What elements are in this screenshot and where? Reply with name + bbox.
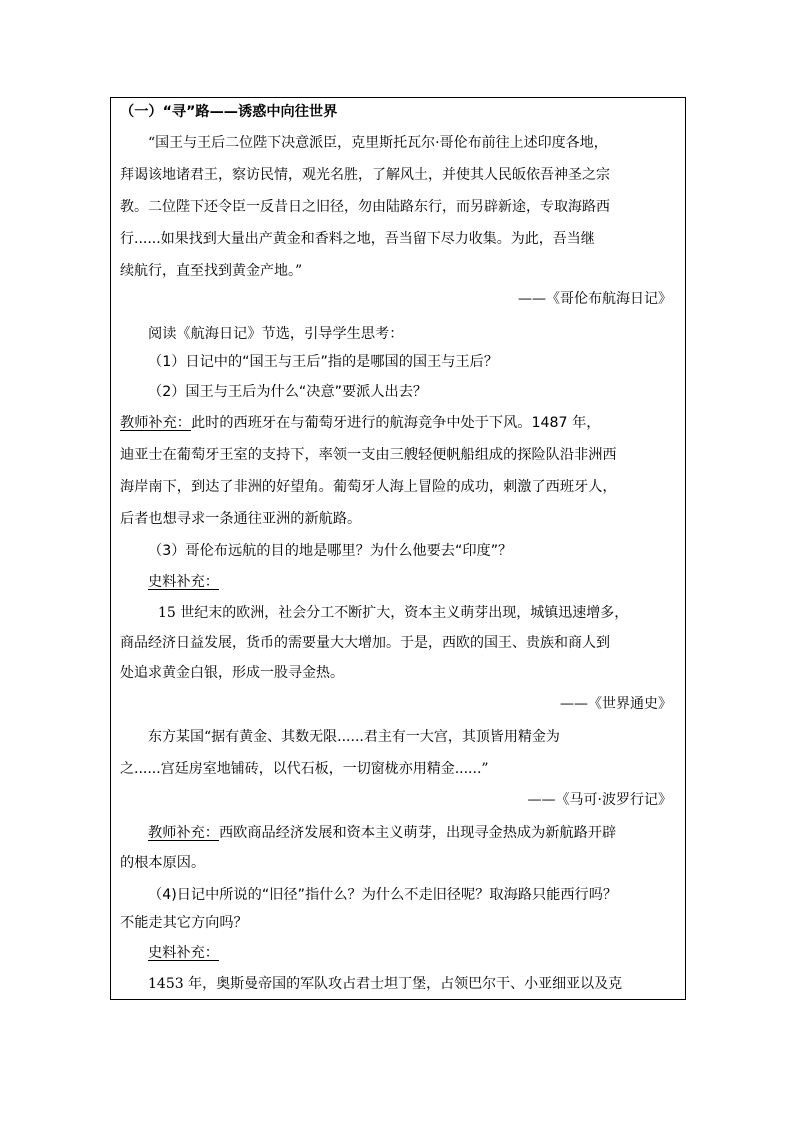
teacher-note-label: 教师补充： [120,415,191,431]
section-heading: （一）“寻”路——诱惑中向往世界 [120,104,338,120]
quote2-line: 15 世纪末的欧洲，社会分工不断扩大，资本主义萌芽出现，城镇迅速增多， [158,605,629,621]
reading-intro: 阅读《航海日记》节选，引导学生思考： [148,326,404,342]
quote1-line: 教。二位陛下还令臣一反昔日之旧径，勿由陆路东行，而另辟新途，专取海路西 [120,199,610,215]
material-label: 史料补充： [148,574,219,590]
teacher-note-text: 此时的西班牙在与葡萄牙进行的航海竞争中处于下风。1487 年， [190,415,601,431]
teacher-note-line: 的根本原因。 [120,855,206,871]
question-1: （1）日记中的“国王与王后”指的是哪国的国王与王后？ [148,354,499,370]
quote2-line: 商品经济日益发展，货币的需要量大大增加。于是，西欧的国王、贵族和商人到 [120,635,610,651]
teacher-note-label: 教师补充： [148,825,219,841]
quote1-line: 拜谒该地诸君王，察访民情，观光名胜，了解风土，并使其人民皈依吾神圣之宗 [120,167,610,183]
quote3-source: ——《马可·波罗行记》 [527,792,672,808]
quote1-line: 行......如果找到大量出产黄金和香料之地，吾当留下尽力收集。为此，吾当继 [120,231,595,247]
teacher-note-text: 西欧商品经济发展和资本主义萌芽，出现寻金热成为新航路开辟 [218,825,617,841]
question-4: （4)日记中所说的“旧径”指什么？为什么不走旧径呢？取海路只能西行吗？ [148,887,618,903]
teacher-note-line: 海岸南下，到达了非洲的好望角。葡萄牙人海上冒险的成功，刺激了西班牙人， [120,479,617,495]
quote1-line: “国王与王后二位陛下决意派臣，克里斯托瓦尔·哥伦布前往上述印度各地， [148,135,608,151]
teacher-note-2 [148,824,616,842]
quote3-line: 之......宫廷房室地铺砖，以代石板，一切窗栊亦用精金......” [120,761,489,777]
question-2: （2）国王与王后为什么“决意”要派人出去？ [148,384,428,400]
quote1-source: ——《哥伦布航海日记》 [518,291,672,307]
quote2-line: 处追求黄金白银，形成一股寻金热。 [120,665,344,681]
quote1-line: 续航行，直至找到黄金产地。” [120,263,303,279]
question-3: （3）哥伦布远航的目的地是哪里？为什么他要去“印度”？ [148,543,513,559]
quote4-line: 1453 年，奥斯曼帝国的军队攻占君士坦丁堡，占领巴尔干、小亚细亚以及克 [148,976,623,992]
material-label: 史料补充： [148,945,219,961]
quote3-line: 东方某国“据有黄金、其数无限......君主有一大宫，其顶皆用精金为 [148,729,560,745]
question-4-cont: 不能走其它方向吗？ [120,915,248,931]
teacher-note-line: 后者也想寻求一条通往亚洲的新航路。 [120,511,362,527]
teacher-note-line: 迪亚士在葡萄牙王室的支持下，率领一支由三艘轻便帆船组成的探险队沿非洲西 [120,447,617,463]
quote2-source: ——《世界通史》 [560,696,672,712]
teacher-note-1 [120,414,600,432]
